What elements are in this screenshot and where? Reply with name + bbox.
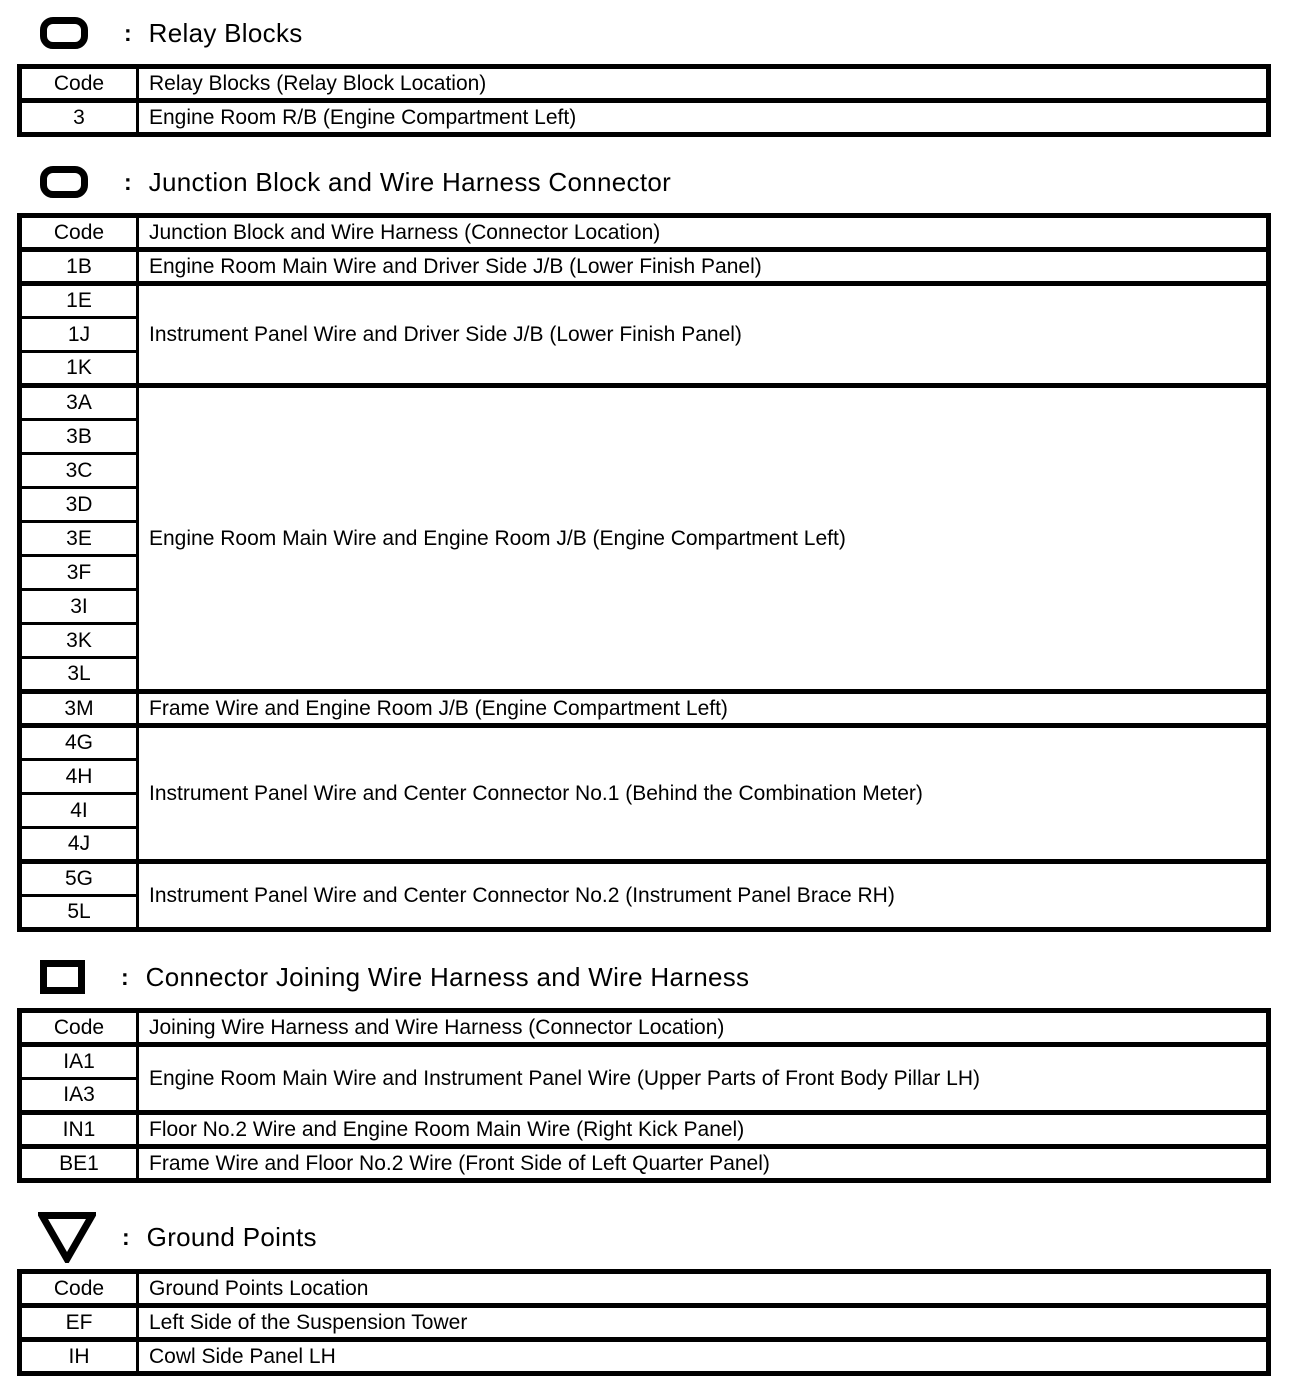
section-heading <box>40 960 1312 994</box>
table-row <box>20 101 1269 135</box>
code-cell: 3A <box>20 386 138 420</box>
table-row <box>20 1147 1269 1181</box>
table-row <box>20 284 1269 318</box>
description-cell: Engine Room Main Wire and Driver Side J/B (Lower Finish Panel) <box>138 250 1269 284</box>
code-header-cell: Code <box>20 67 138 101</box>
table-row <box>20 1340 1269 1374</box>
description-cell: Instrument Panel Wire and Driver Side J/B (Lower Finish Panel) <box>138 284 1269 386</box>
code-cell: 1B <box>20 250 138 284</box>
table-header-row <box>20 1011 1269 1045</box>
code-cell: 5G <box>20 862 138 896</box>
description-header-cell: Relay Blocks (Relay Block Location) <box>138 67 1269 101</box>
code-cell: 3I <box>20 590 138 624</box>
junction-block-icon <box>40 166 88 198</box>
table-row <box>20 250 1269 284</box>
table-row <box>20 692 1269 726</box>
code-cell: 3L <box>20 658 138 692</box>
description-cell: Engine Room Main Wire and Engine Room J/B (Engine Compartment Left) <box>138 386 1269 692</box>
description-cell: Engine Room R/B (Engine Compartment Left) <box>138 101 1269 135</box>
connector-joining-icon <box>40 960 85 994</box>
description-cell: Frame Wire and Floor No.2 Wire (Front Side of Left Quarter Panel) <box>138 1147 1269 1181</box>
description-header-cell: Joining Wire Harness and Wire Harness (Connector Location) <box>138 1011 1269 1045</box>
description-cell: Instrument Panel Wire and Center Connector No.2 (Instrument Panel Brace RH) <box>138 862 1269 930</box>
table-header-row <box>20 216 1269 250</box>
ground-points-table <box>17 1269 1271 1376</box>
table-row <box>20 1113 1269 1147</box>
heading-colon: : <box>121 963 129 990</box>
table-row <box>20 1045 1269 1079</box>
code-cell: 4J <box>20 828 138 862</box>
code-cell: 4G <box>20 726 138 760</box>
relay-blocks-table <box>17 64 1271 137</box>
description-cell: Engine Room Main Wire and Instrument Panel Wire (Upper Parts of Front Body Pillar LH) <box>138 1045 1269 1113</box>
heading-colon: : <box>124 19 132 46</box>
description-cell: Frame Wire and Engine Room J/B (Engine Compartment Left) <box>138 692 1269 726</box>
code-cell: 4H <box>20 760 138 794</box>
description-header-cell: Junction Block and Wire Harness (Connector Location) <box>138 216 1269 250</box>
code-cell: 3M <box>20 692 138 726</box>
code-cell: IA3 <box>20 1079 138 1113</box>
description-header-cell: Ground Points Location <box>138 1272 1269 1306</box>
description-cell: Instrument Panel Wire and Center Connector No.1 (Behind the Combination Meter) <box>138 726 1269 862</box>
heading-colon: : <box>124 168 132 195</box>
legend-section-relay-blocks <box>0 16 1312 137</box>
code-cell: BE1 <box>20 1147 138 1181</box>
table-header-row <box>20 67 1269 101</box>
description-cell: Cowl Side Panel LH <box>138 1340 1269 1374</box>
table-row <box>20 726 1269 760</box>
code-cell: 5L <box>20 896 138 930</box>
legend-section-connector-joining <box>0 960 1312 1183</box>
code-cell: 3D <box>20 488 138 522</box>
code-cell: 3E <box>20 522 138 556</box>
code-cell: 1K <box>20 352 138 386</box>
legend-section-junction-block <box>0 165 1312 932</box>
section-title: Relay Blocks <box>148 17 303 48</box>
junction-block-table <box>17 213 1271 932</box>
table-header-row <box>20 1272 1269 1306</box>
section-title: Connector Joining Wire Harness and Wire Harness <box>145 961 750 992</box>
table-row <box>20 386 1269 420</box>
legend-section-ground-points <box>0 1211 1312 1376</box>
code-cell: 3F <box>20 556 138 590</box>
section-heading <box>40 165 1312 199</box>
code-cell: IN1 <box>20 1113 138 1147</box>
section-title: Ground Points <box>146 1221 317 1252</box>
code-cell: 4I <box>20 794 138 828</box>
code-cell: 1E <box>20 284 138 318</box>
table-row <box>20 1306 1269 1340</box>
code-cell: 1J <box>20 318 138 352</box>
code-cell: 3 <box>20 101 138 135</box>
code-cell: 3B <box>20 420 138 454</box>
code-header-cell: Code <box>20 1011 138 1045</box>
ground-points-icon <box>38 1211 96 1263</box>
code-header-cell: Code <box>20 216 138 250</box>
relay-block-icon <box>40 17 88 49</box>
code-cell: 3C <box>20 454 138 488</box>
description-cell: Left Side of the Suspension Tower <box>138 1306 1269 1340</box>
section-heading <box>38 1211 1312 1263</box>
description-cell: Floor No.2 Wire and Engine Room Main Wire (Right Kick Panel) <box>138 1113 1269 1147</box>
section-heading <box>40 16 1312 50</box>
code-cell: EF <box>20 1306 138 1340</box>
code-cell: IA1 <box>20 1045 138 1079</box>
code-header-cell: Code <box>20 1272 138 1306</box>
connector-joining-table <box>17 1008 1271 1183</box>
table-row <box>20 862 1269 896</box>
section-title: Junction Block and Wire Harness Connector <box>148 166 672 197</box>
code-cell: 3K <box>20 624 138 658</box>
code-cell: IH <box>20 1340 138 1374</box>
heading-colon: : <box>122 1223 130 1250</box>
